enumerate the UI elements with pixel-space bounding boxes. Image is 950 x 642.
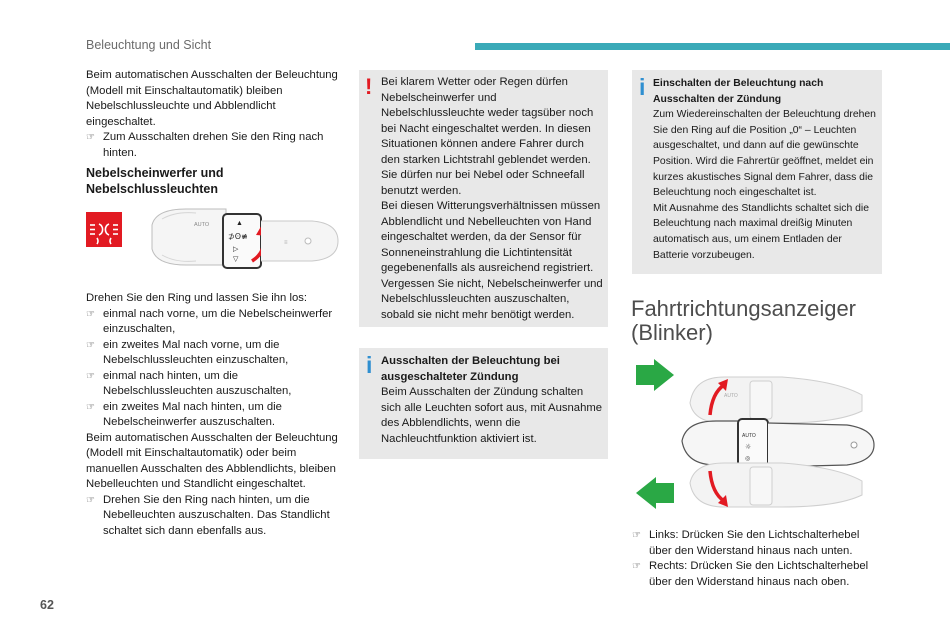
subheading-foglights: Nebelscheinwerfer und Nebelschlussleuchten [86, 166, 224, 196]
info-body: Beim Ausschalten der Zündung schalten sich alle Leuchten sofort aus, mit Ausnahme des Abblendlichts, wenn die Nachleuchtfunktion aktiviert ist. [381, 386, 603, 445]
pointing-hand-icon: ☞ [86, 494, 95, 506]
info-icon: i [639, 74, 646, 100]
info-title: Ausschalten der Beleuchtung bei ausgeschalteter Zündung [381, 355, 560, 383]
column-1-bottom [86, 291, 348, 539]
svg-text:AUTO: AUTO [742, 433, 756, 439]
page-number: 62 [40, 598, 54, 612]
ring-instruction: Drehen Sie den Ring und lassen Sie ihn los: [86, 292, 308, 304]
svg-text:≡: ≡ [284, 240, 288, 246]
intro-paragraph: Beim automatischen Ausschalten der Beleuchtung (Modell mit Einschaltautomatik) bleiben Nebelschlussleuchte und Abblendlicht eingeschaltet. [86, 69, 338, 128]
pointing-hand-icon: ☞ [632, 561, 641, 572]
info-body-2: Mit Ausnahme des Standlichts schaltet sich die Beleuchtung nach maximal dreißig Minuten automatisch aus, um einem Entladen der Batterie vorzubeugen. [653, 202, 870, 261]
pointing-hand-icon: ☞ [86, 132, 95, 143]
list-item: ☞ Drehen Sie den Ring nach hinten, um die Nebelleuchten auszuschalten. Das Standlicht schaltet sich dann ebenfalls aus. [86, 493, 330, 537]
list-item: ☞ Links: Drücken Sie den Lichtschalterhebel über den Widerstand hinaus nach unten. [632, 529, 860, 557]
svg-text:◎: ◎ [745, 455, 751, 462]
pointing-hand-icon: ☞ [86, 339, 95, 351]
list-item: ☞ ein zweites Mal nach hinten, um die Nebelscheinwerfer auszuschalten. [86, 400, 282, 428]
warning-text: Bei klarem Wetter oder Regen dürfen Nebelscheinwerfer und Nebelschlussleuchte weder tagsüber noch bei Nacht eingeschaltet werden. In diesen Situationen können andere Fahrer durch den starken Lichtstrahl geblendet werden. Sie dürfen nur bei Nebel oder Schneefall benutzt werden. Bei diesen Witterungsverhältnissen müssen Abblendlicht und Nebelleuchten von Hand eingeschaltet werden, da der Sensor für Sonneneinstrahlung die Lichtintensität gegebenenfalls als ausreichend registriert. Vergessen Sie nicht, Nebelscheinwerfer und Nebelschlussleuchten auszuschalten, sobald sie nicht mehr benötigt werden. [381, 76, 603, 321]
ring-arrow-up-label: ▲ [236, 220, 243, 227]
light-ring [738, 419, 768, 469]
warning-icon: ! [365, 74, 373, 99]
foglight-stalk-figure [86, 203, 338, 291]
list-item: ☞ einmal nach vorne, um die Nebelscheinwerfer einzuschalten, [86, 307, 333, 335]
ring-arrow-down-label: ▽ [233, 256, 239, 263]
pointing-hand-icon: ☞ [86, 401, 95, 413]
section-header: Beleuchtung und Sicht [86, 38, 212, 52]
pointing-hand-icon: ☞ [632, 530, 641, 541]
list-item: ☞ einmal nach hinten, um die Nebelschlussleuchten auszuschalten, [86, 369, 292, 397]
list-item: ☞ Rechts: Drücken Sie den Lichtschalterhebel über den Widerstand hinaus nach oben. [632, 560, 869, 588]
ring-foglight-symbols: ⊅ʘ≢ [228, 232, 248, 241]
stalk-body [682, 421, 742, 465]
stalk-auto-label: AUTO [194, 222, 210, 228]
info-title: Einschalten der Beleuchtung nach Ausschalten der Zündung [653, 78, 824, 105]
pointing-hand-icon: ☞ [86, 370, 95, 382]
column-1-top [86, 68, 348, 161]
outro-paragraph: Beim automatischen Ausschalten der Beleuchtung (Modell mit Einschaltautomatik) oder beim manuellen Ausschalten des Abblendlichts, bleiben Nebelleuchten und Standlicht eingeschaltet. [86, 431, 338, 490]
info-panel-ignition [359, 348, 608, 459]
svg-text:☼: ☼ [745, 443, 752, 451]
stalk-body [152, 209, 226, 265]
warning-panel [359, 70, 608, 327]
header-accent-bar [475, 43, 950, 50]
arrow-right-icon [636, 359, 674, 391]
svg-text:AUTO: AUTO [724, 393, 738, 399]
svg-text:▷: ▷ [233, 246, 239, 253]
blinker-instructions [632, 528, 882, 590]
list-item: ☞ Zum Ausschalten drehen Sie den Ring nach hinten. [86, 131, 324, 159]
blinker-stalk-figure [632, 359, 882, 519]
blinker-title: Fahrtrichtungsanzeiger (Blinker) [631, 296, 857, 345]
pointing-hand-icon: ☞ [86, 308, 95, 320]
info-body: Zum Wiedereinschalten der Beleuchtung drehen Sie den Ring auf die Position „0“ – Leuchten ausgeschaltet, und dann auf die gewünschte Position. Wird die Fahrertür geöffnet, meldet ein kurzes akustisches Signal dem Fahrer, dass die Beleuchtung noch eingeschaltet ist. [653, 109, 876, 199]
list-item: ☞ ein zweites Mal nach vorne, um die Nebelschlussleuchten einzuschalten, [86, 338, 289, 366]
arrow-left-icon [636, 477, 674, 509]
info-panel-reactivate [632, 70, 882, 274]
info-icon: i [366, 352, 373, 378]
